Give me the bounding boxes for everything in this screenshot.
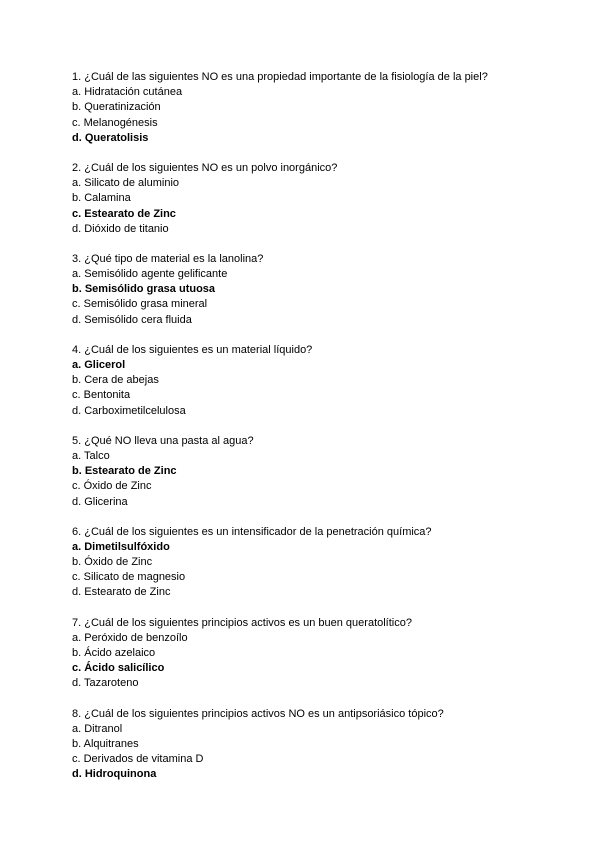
answer-option: c. Derivados de vitamina D (72, 753, 204, 766)
answer-option: b. Calamina (72, 192, 131, 205)
answer-option: a. Silicato de aluminio (72, 177, 180, 190)
answer-option: a. Dimetilsulfóxido (72, 540, 170, 553)
question-text: 4. ¿Cuál de los siguientes es un material líquido? (72, 343, 313, 356)
answer-option: c. Bentonita (72, 389, 131, 402)
question-4 (72, 343, 572, 419)
question-text: 2. ¿Cuál de los siguientes NO es un polvo inorgánico? (72, 161, 338, 174)
answer-option: b. Queratinización (72, 101, 161, 114)
answer-option: d. Hidroquinona (72, 768, 157, 781)
answer-option: a. Semisólido agente gelificante (72, 268, 228, 281)
question-text: 6. ¿Cuál de los siguientes es un intensificador de la penetración química? (72, 525, 432, 538)
question-2 (72, 161, 572, 237)
answer-option: d. Carboximetilcelulosa (72, 404, 186, 417)
question-5 (72, 434, 572, 510)
answer-option: a. Talco (72, 449, 110, 462)
question-text: 3. ¿Qué tipo de material es la lanolina? (72, 252, 264, 265)
answer-option: b. Alquitranes (72, 737, 139, 750)
question-7 (72, 616, 572, 692)
answer-option: c. Melanogénesis (72, 116, 158, 129)
answer-option: c. Óxido de Zinc (72, 480, 152, 493)
answer-option: a. Peróxido de benzoílo (72, 631, 188, 644)
answer-option: a. Glicerol (72, 359, 126, 371)
answer-option: b. Estearato de Zinc (72, 465, 177, 478)
question-text: 1. ¿Cuál de las siguientes NO es una propiedad importante de la fisiología de la piel? (72, 71, 488, 83)
answer-option: d. Semisólido cera fluida (72, 313, 192, 326)
answer-option: b. Semisólido grasa utuosa (72, 283, 216, 296)
answer-option: c. Ácido salicílico (72, 662, 165, 675)
question-text: 7. ¿Cuál de los siguientes principios activos es un buen queratolítico? (72, 616, 412, 629)
answer-option: d. Queratolisis (72, 131, 149, 144)
answer-option: b. Óxido de Zinc (72, 556, 153, 569)
question-3 (72, 252, 572, 328)
question-text: 5. ¿Qué NO lleva una pasta al agua? (72, 434, 254, 447)
question-1 (72, 70, 572, 146)
question-text: 8. ¿Cuál de los siguientes principios activos NO es un antipsoriásico tópico? (72, 707, 444, 720)
quiz-list (72, 70, 572, 798)
answer-option: c. Silicato de magnesio (72, 571, 186, 584)
answer-option: b. Ácido azelaico (72, 647, 156, 659)
answer-option: d. Dióxido de titanio (72, 222, 169, 235)
answer-option: c. Estearato de Zinc (72, 207, 176, 220)
answer-option: d. Estearato de Zinc (72, 586, 171, 599)
answer-option: a. Hidratación cutánea (72, 86, 183, 99)
answer-option: a. Ditranol (72, 722, 123, 735)
answer-option: d. Glicerina (72, 495, 128, 508)
answer-option: b. Cera de abejas (72, 374, 159, 387)
answer-option: c. Semisólido grasa mineral (72, 298, 208, 311)
question-8 (72, 707, 572, 783)
answer-option: d. Tazaroteno (72, 677, 139, 690)
question-6 (72, 525, 572, 601)
